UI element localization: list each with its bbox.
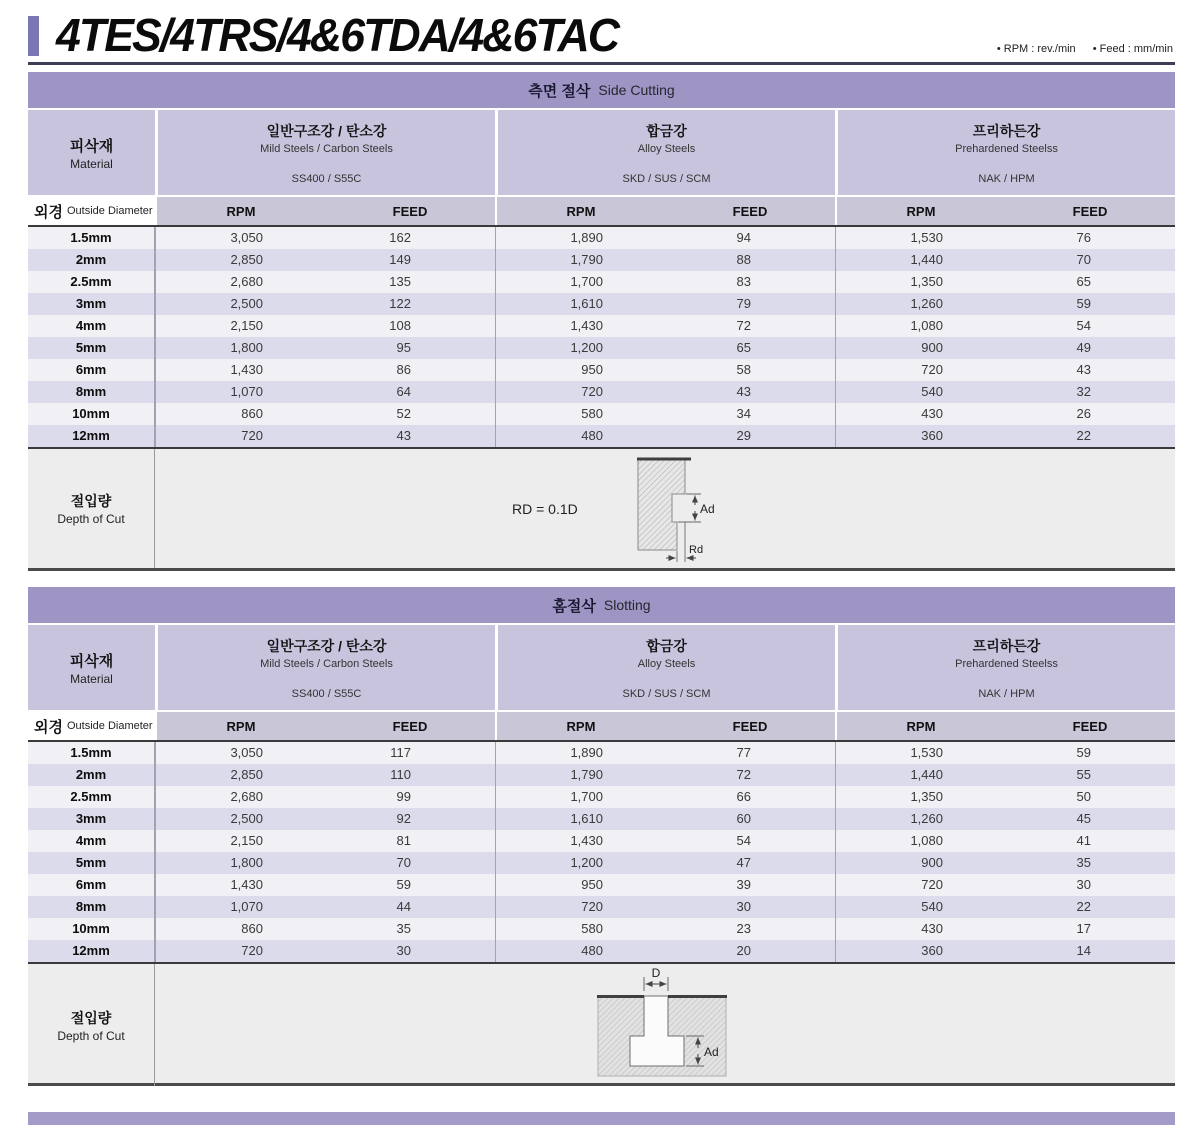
feed-value: 50 [1076,789,1091,804]
feed-value: 92 [396,811,411,826]
material-name-ko: 합금강 [646,638,687,654]
diameter-cell: 10mm [28,918,155,940]
diameter-label-ko: 외경 [34,718,63,736]
rpm-value: 480 [495,940,665,962]
feed-value: 43 [1076,362,1091,377]
rpm-header: RPM [835,712,1005,740]
rpm-value: 720 [155,425,325,447]
feed-value: 59 [1076,745,1091,760]
rpm-value: 1,430 [495,315,665,337]
depth-of-cut-row [28,964,1175,1086]
rpm-value: 1,440 [835,764,1005,786]
rpm-value: 2,680 [155,271,325,293]
material-label-en: Material [70,156,113,171]
material-name-en: Prehardened Steelss [955,658,1058,670]
accent-bar [28,16,39,56]
diameter-label-en: Outside Diameter [66,720,153,732]
material-label-en: Material [70,671,113,686]
material-grades: SS400 / S55C [291,173,362,185]
rpm-value: 1,790 [495,249,665,271]
material-prehardened-steel-cell [838,625,1175,710]
feed-value: 83 [736,274,751,289]
table-title-ko: 측면 절삭 [528,82,591,100]
outside-diameter-header [28,197,155,225]
feed-value: 110 [390,767,411,782]
rpm-value: 1,800 [155,337,325,359]
feed-value: 59 [396,877,411,892]
feed-value: 81 [396,833,411,848]
depth-of-cut-row [28,449,1175,571]
feed-value: 43 [736,384,751,399]
feed-value: 135 [389,274,411,289]
slotting-diagram [155,964,1175,1086]
rpm-value: 860 [155,918,325,940]
rpm-value: 2,500 [155,808,325,830]
material-alloy-steel-cell [498,625,835,710]
diameter-label-en: Outside Diameter [66,205,153,217]
feed-value: 22 [1076,899,1091,914]
rpm-value: 360 [835,425,1005,447]
material-name-en: Alloy Steels [637,658,696,670]
rpm-value: 2,150 [155,830,325,852]
column-header-row [28,197,1175,227]
feed-header: FEED [1005,197,1175,225]
rpm-value: 1,260 [835,808,1005,830]
rd-formula-label: RD = 0.1D [512,500,578,517]
legend-feed: • Feed : mm/min [1092,43,1173,55]
feed-value: 64 [396,384,411,399]
rpm-value: 1,350 [835,786,1005,808]
table-row [28,227,1175,249]
rpm-value: 540 [835,381,1005,403]
table-row [28,315,1175,337]
footer-band [28,1112,1175,1125]
rpm-value: 1,790 [495,764,665,786]
ad-dim-label: Ad [700,501,715,516]
feed-value: 41 [1076,833,1091,848]
depth-label-ko: 절입량 [70,493,112,509]
rpm-value: 1,530 [835,742,1005,764]
rpm-value: 1,080 [835,315,1005,337]
table-row [28,852,1175,874]
feed-value: 39 [736,877,751,892]
rpm-value: 480 [495,425,665,447]
feed-value: 66 [736,789,751,804]
rpm-header: RPM [155,197,325,225]
rpm-value: 950 [495,359,665,381]
table-row [28,271,1175,293]
feed-value: 23 [736,921,751,936]
table-title-bar [28,72,1175,108]
material-grades: SKD / SUS / SCM [622,688,711,700]
feed-value: 32 [1076,384,1091,399]
material-label-ko: 피삭재 [69,652,114,670]
depth-label-en: Depth of Cut [57,512,125,526]
rpm-header: RPM [835,197,1005,225]
rpm-value: 1,070 [155,896,325,918]
diameter-cell: 2.5mm [28,786,155,808]
diameter-cell: 1.5mm [28,227,155,249]
feed-value: 70 [396,855,411,870]
table-row [28,359,1175,381]
rpm-value: 3,050 [155,227,325,249]
material-grades: NAK / HPM [978,688,1035,700]
rpm-value: 540 [835,896,1005,918]
material-mild-steel-cell [158,110,495,195]
diameter-cell: 12mm [28,425,155,447]
table-row [28,896,1175,918]
table-row [28,381,1175,403]
feed-header: FEED [1005,712,1175,740]
table-title-bar [28,587,1175,623]
feed-value: 35 [1076,855,1091,870]
diameter-cell: 6mm [28,359,155,381]
table-row [28,830,1175,852]
table-title-ko: 홈절삭 [552,597,596,615]
feed-value: 22 [1076,428,1091,443]
rd-dim-label: Rd [689,543,704,556]
feed-value: 34 [736,406,751,421]
rpm-value: 2,680 [155,786,325,808]
diameter-cell: 6mm [28,874,155,896]
rpm-value: 430 [835,403,1005,425]
feed-value: 59 [1076,296,1091,311]
rpm-value: 3,050 [155,742,325,764]
rpm-value: 1,070 [155,381,325,403]
material-grades: NAK / HPM [978,173,1035,185]
feed-value: 94 [736,230,751,245]
rpm-value: 720 [495,381,665,403]
feed-value: 29 [736,428,751,443]
material-alloy-steel-cell [498,110,835,195]
feed-value: 86 [396,362,411,377]
table-row [28,425,1175,447]
feed-value: 60 [736,811,751,826]
table-row [28,337,1175,359]
material-header-row [28,625,1175,710]
material-name-en: Alloy Steels [637,143,696,155]
rpm-value: 900 [835,852,1005,874]
outside-diameter-header [28,712,155,740]
table-row [28,742,1175,764]
rpm-value: 950 [495,874,665,896]
diameter-cell: 4mm [28,830,155,852]
rpm-header: RPM [495,197,665,225]
diameter-cell: 5mm [28,852,155,874]
table-row [28,786,1175,808]
material-name-en: Mild Steels / Carbon Steels [260,658,393,670]
material-name-en: Prehardened Steelss [955,143,1058,155]
feed-header: FEED [665,712,835,740]
rpm-value: 430 [835,918,1005,940]
material-grades: SS400 / S55C [291,688,362,700]
feed-value: 70 [1076,252,1091,267]
material-name-ko: 일반구조강 / 탄소강 [266,638,387,654]
rpm-header: RPM [155,712,325,740]
table-row [28,808,1175,830]
feed-value: 55 [1076,767,1091,782]
feed-value: 44 [396,899,411,914]
material-name-en: Mild Steels / Carbon Steels [260,143,393,155]
rpm-value: 2,850 [155,764,325,786]
rpm-value: 1,200 [495,337,665,359]
diameter-cell: 1.5mm [28,742,155,764]
diameter-cell: 8mm [28,381,155,403]
diameter-cell: 3mm [28,808,155,830]
feed-value: 47 [736,855,751,870]
material-name-ko: 일반구조강 / 탄소강 [266,123,387,139]
feed-value: 49 [1076,340,1091,355]
feed-value: 30 [1076,877,1091,892]
rpm-value: 1,430 [155,874,325,896]
table-row [28,293,1175,315]
feed-value: 43 [396,428,411,443]
feed-value: 162 [389,230,411,245]
d-dim-label: D [651,966,661,980]
rpm-value: 580 [495,918,665,940]
feed-value: 52 [396,406,411,421]
depth-label-ko: 절입량 [70,1009,112,1026]
rpm-value: 1,610 [495,808,665,830]
ad-dim-label: Ad [704,1045,719,1059]
feed-value: 77 [736,745,751,760]
feed-value: 72 [736,318,751,333]
feed-value: 54 [736,833,751,848]
rpm-value: 1,890 [495,227,665,249]
rpm-value: 720 [835,359,1005,381]
material-label-cell [28,625,155,710]
rpm-value: 720 [835,874,1005,896]
feed-value: 65 [736,340,751,355]
side-cutting-table [28,72,1175,571]
material-name-ko: 합금강 [646,123,687,139]
rpm-value: 1,890 [495,742,665,764]
material-name-ko: 프리하든강 [972,123,1041,139]
table-row [28,874,1175,896]
feed-value: 30 [396,943,411,958]
slotting-depth-diagram [550,964,780,1086]
feed-value: 35 [396,921,411,936]
diameter-cell: 12mm [28,940,155,962]
data-rows [28,227,1175,449]
diameter-cell: 2mm [28,764,155,786]
feed-value: 79 [736,296,751,311]
page-title: 4TES/4TRS/4&6TDA/4&6TAC [56,9,619,61]
depth-label-en: Depth of Cut [57,1028,125,1043]
material-mild-steel-cell [158,625,495,710]
header-rule [28,62,1175,65]
rpm-value: 720 [155,940,325,962]
feed-value: 26 [1076,406,1091,421]
rpm-value: 1,610 [495,293,665,315]
rpm-value: 1,430 [155,359,325,381]
diameter-cell: 8mm [28,896,155,918]
rpm-value: 1,080 [835,830,1005,852]
material-name-ko: 프리하든강 [972,638,1041,654]
side-cutting-diagram [125,449,1145,568]
feed-value: 30 [736,899,751,914]
rpm-header: RPM [495,712,665,740]
rpm-value: 1,200 [495,852,665,874]
rpm-value: 1,530 [835,227,1005,249]
feed-value: 14 [1076,943,1091,958]
rpm-value: 2,150 [155,315,325,337]
rpm-value: 900 [835,337,1005,359]
diameter-cell: 2mm [28,249,155,271]
feed-value: 76 [1076,230,1091,245]
feed-value: 20 [736,943,751,958]
rpm-value: 580 [495,403,665,425]
feed-value: 65 [1076,274,1091,289]
material-label-ko: 피삭재 [69,137,114,155]
rpm-value: 860 [155,403,325,425]
diameter-label-ko: 외경 [34,203,63,221]
rpm-value: 720 [495,896,665,918]
rpm-value: 1,350 [835,271,1005,293]
masthead [28,9,1175,61]
rpm-value: 2,850 [155,249,325,271]
rpm-value: 360 [835,940,1005,962]
diameter-cell: 3mm [28,293,155,315]
feed-value: 149 [389,252,411,267]
feed-value: 72 [736,767,751,782]
table-row [28,764,1175,786]
rpm-value: 1,260 [835,293,1005,315]
diameter-cell: 2.5mm [28,271,155,293]
rpm-value: 2,500 [155,293,325,315]
feed-header: FEED [325,712,495,740]
rpm-value: 1,800 [155,852,325,874]
feed-value: 17 [1076,921,1091,936]
table-row [28,403,1175,425]
feed-value: 58 [736,362,751,377]
feed-header: FEED [325,197,495,225]
feed-value: 122 [389,296,411,311]
data-rows [28,742,1175,964]
column-header-row [28,712,1175,742]
depth-of-cut-label [28,964,155,1086]
diameter-cell: 10mm [28,403,155,425]
feed-value: 88 [736,252,751,267]
table-row [28,249,1175,271]
table-title-en: Side Cutting [598,82,675,98]
material-prehardened-steel-cell [838,110,1175,195]
feed-value: 95 [396,340,411,355]
material-label-cell [28,110,155,195]
diameter-cell: 4mm [28,315,155,337]
feed-value: 117 [390,745,411,760]
table-row [28,918,1175,940]
feed-header: FEED [665,197,835,225]
table-row [28,940,1175,962]
rpm-value: 1,700 [495,271,665,293]
side-cutting-depth-diagram [510,452,760,566]
material-header-row [28,110,1175,195]
rpm-value: 1,700 [495,786,665,808]
rpm-value: 1,430 [495,830,665,852]
material-grades: SKD / SUS / SCM [622,173,711,185]
feed-value: 99 [396,789,411,804]
feed-value: 108 [389,318,411,333]
table-title-en: Slotting [603,597,651,613]
rpm-value: 1,440 [835,249,1005,271]
feed-value: 45 [1076,811,1091,826]
units-legend [983,43,1173,55]
feed-value: 54 [1076,318,1091,333]
slotting-table [28,587,1175,1086]
diameter-cell: 5mm [28,337,155,359]
legend-rpm: • RPM : rev./min [996,43,1076,55]
